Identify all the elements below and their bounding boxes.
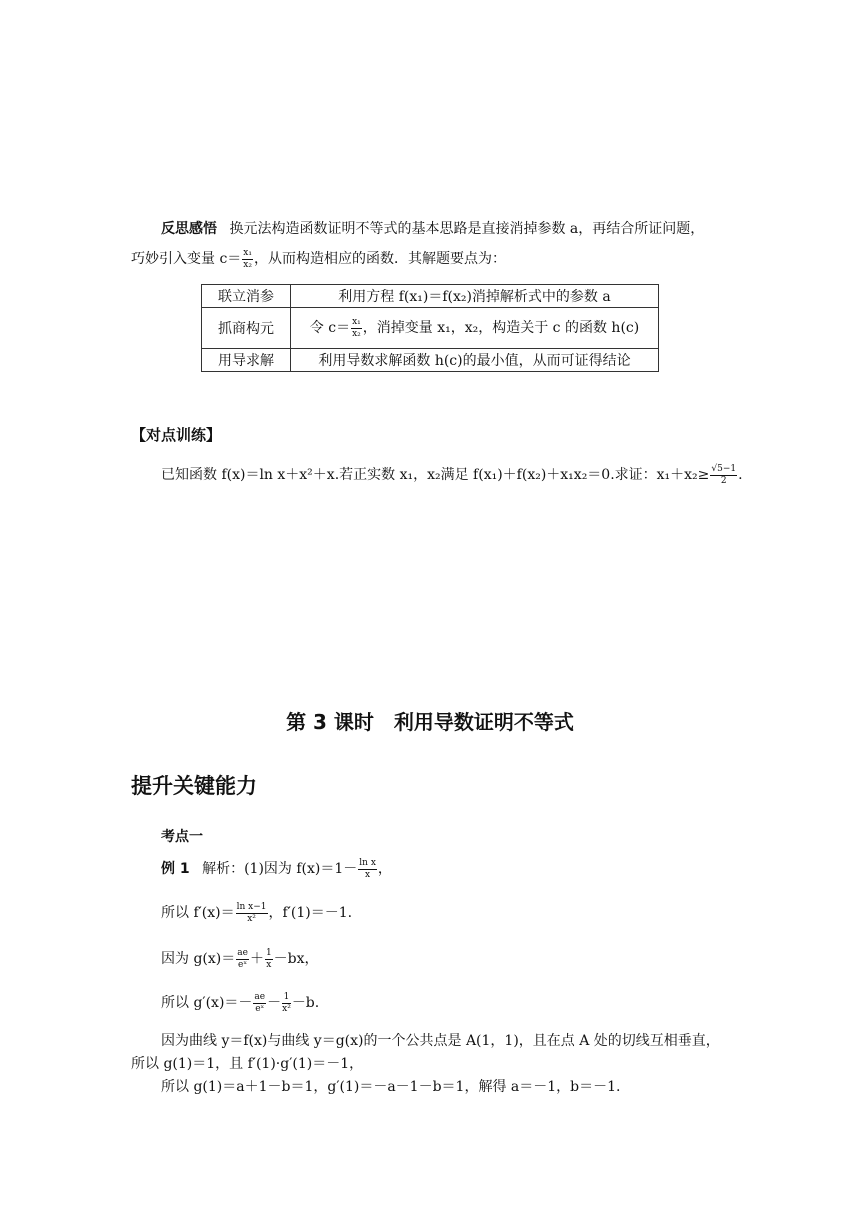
table-value: 令 c＝ $\frac{\text{x₁}}{\text{x₂}}$ ，消掉变量 x₁，x₂，构造关于 c 的函数 h(c) xyxy=(291,308,659,349)
section-title: 提升关键能力 xyxy=(131,774,257,798)
reflection-line2 xyxy=(131,248,506,270)
table-key: 用导求解 xyxy=(202,349,291,372)
key-points-table xyxy=(201,284,659,372)
table-key: 联立消参 xyxy=(202,285,291,308)
reflection-line2-prefix: 巧妙引入变量 c＝ xyxy=(131,251,242,267)
table-row xyxy=(202,349,659,372)
table-fraction: $\frac{\text{x₁}}{\text{x₂}}$ xyxy=(352,316,361,339)
table-row xyxy=(202,308,659,349)
example-fraction: $\frac{ae}{\text{eˣ}}$ xyxy=(254,991,266,1014)
example-line4: 所以 g′(x)＝－ $\frac{ae}{\text{eˣ}}$ － $\frac{1}{\text{x²}}$ －b. xyxy=(161,991,320,1014)
table-key: 抓商构元 xyxy=(202,308,291,349)
example-line7: 所以 g(1)＝a＋1－b＝1，g′(1)＝－a－1－b＝1，解得 a＝－1，b＝－1. xyxy=(161,1079,621,1095)
kaodian-label: 考点一 xyxy=(161,829,203,845)
reflection-line1: 换元法构造函数证明不等式的基本思路是直接消掉参数 a，再结合所证问题， xyxy=(229,221,705,237)
example-line6: 所以 g(1)＝1，且 f′(1)·g′(1)＝－1， xyxy=(131,1056,364,1072)
reflection-line2-suffix: ，从而构造相应的函数．其解题要点为： xyxy=(253,251,506,267)
reflection-label: 反思感悟 xyxy=(161,221,217,237)
example-fraction: $\frac{ae}{\text{eˣ}}$ xyxy=(237,947,248,970)
example-label: 例 1 xyxy=(161,861,190,877)
lesson-title: 第 3 课时 利用导数证明不等式 xyxy=(286,710,574,734)
example-fraction: $\frac{1}{\text{x²}}$ xyxy=(282,991,291,1014)
table-value: 利用方程 f(x₁)＝f(x₂)消掉解析式中的参数 a xyxy=(291,285,659,308)
reflection-paragraph xyxy=(161,218,704,238)
example-fraction: $\frac{1}{x}$ xyxy=(265,947,272,970)
example-line3: 因为 g(x)＝ $\frac{ae}{\text{eˣ}}$ ＋ $\frac{1}{x}$ －bx， xyxy=(161,947,319,970)
training-problem: 已知函数 f(x)＝ln x＋x²＋x.若正实数 x₁，x₂满足 f(x₁)＋f(x₂)＋x₁x₂＝0.求证：x₁＋x₂≥ $\frac{√5-1}{2}$ . xyxy=(161,463,743,486)
example-fraction: $\frac{\text{ln x}}{x}$ xyxy=(359,857,376,880)
example-line5: 因为曲线 y＝f(x)与曲线 y＝g(x)的一个公共点是 A(1，1)，且在点 A 处的切线互相垂直， xyxy=(161,1033,720,1049)
example-line2: 所以 f′(x)＝ $\frac{\text{ln x−1}}{\text{x²}}$ ，f′(1)＝－1. xyxy=(161,901,353,924)
reflection-fraction: $\frac{\text{x₁}}{\text{x₂}}$ xyxy=(243,247,252,270)
training-heading: 【对点训练】 xyxy=(131,426,222,444)
training-fraction: $\frac{√5-1}{2}$ xyxy=(711,463,737,486)
table-row xyxy=(202,285,659,308)
example-fraction: $\frac{\text{ln x−1}}{\text{x²}}$ xyxy=(236,901,267,924)
table-value: 利用导数求解函数 h(c)的最小值，从而可证得结论 xyxy=(291,349,659,372)
example-line1: 例 1 解析：(1)因为 f(x)＝1－ $\frac{\text{ln x}}{x}$ ， xyxy=(161,857,392,880)
